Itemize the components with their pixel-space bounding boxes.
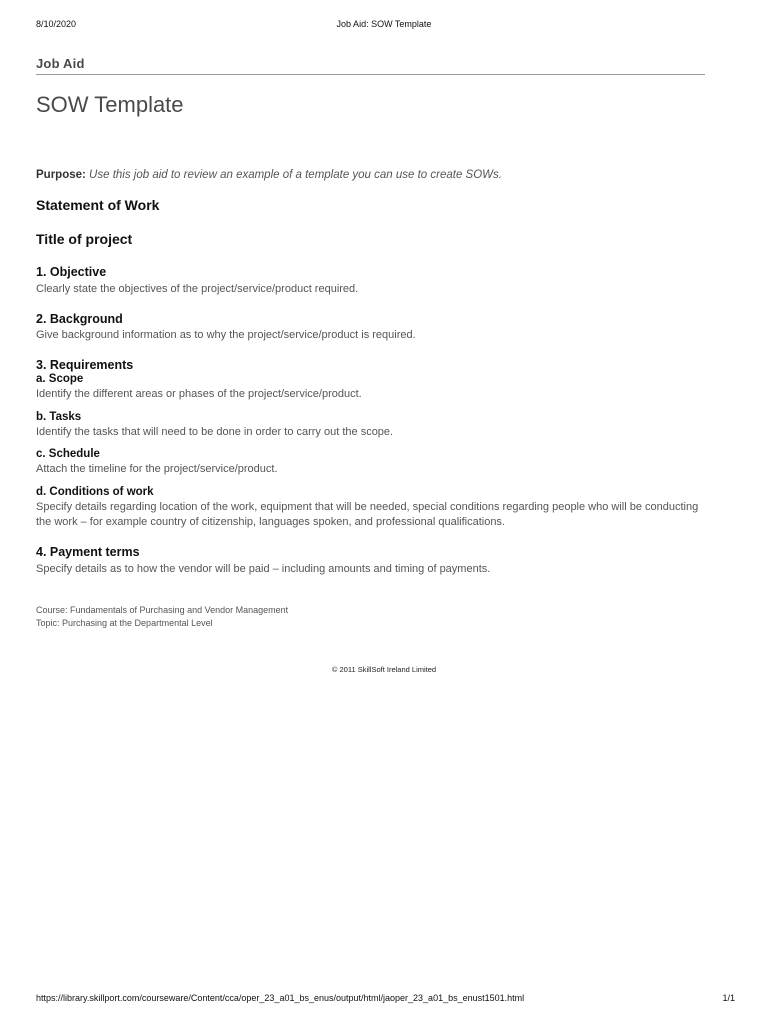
objective-heading: 1. Objective: [36, 265, 107, 279]
title-of-project-heading: Title of project: [36, 231, 133, 247]
statement-of-work-heading: Statement of Work: [36, 197, 160, 213]
objective-text: Clearly state the objectives of the project/service/product required.: [36, 283, 359, 295]
tasks-text: Identify the tasks that will need to be done in order to carry out the scope.: [36, 426, 394, 438]
scope-text: Identify the different areas or phases of the project/service/product.: [36, 388, 362, 400]
copyright: © 2011 SkillSoft Ireland Limited: [331, 665, 437, 674]
print-footer-page-number: 1/1: [722, 993, 735, 1003]
payment-heading: 4. Payment terms: [36, 545, 140, 559]
page-title: SOW Template: [36, 92, 184, 117]
background-text: Give background information as to why the project/service/product is required.: [36, 329, 416, 341]
schedule-heading: c. Schedule: [36, 448, 100, 460]
purpose-text: Use this job aid to review an example of a template you can use to create SOWs.: [89, 169, 502, 181]
purpose-line: [36, 169, 502, 181]
background-heading: 2. Background: [36, 312, 123, 326]
purpose-label: Purpose:: [36, 169, 86, 181]
course-info: Course: Fundamentals of Purchasing and Vendor Management: [36, 605, 289, 615]
doc-label: Job Aid: [36, 56, 85, 71]
schedule-text: Attach the timeline for the project/service/product.: [36, 463, 278, 475]
conditions-heading: d. Conditions of work: [36, 486, 154, 498]
print-footer-url: https://library.skillport.com/courseware/Content/cca/oper_23_a01_bs_enus/output/html/jaoper_23_a01_bs_enust1501.html: [36, 993, 525, 1003]
conditions-text: Specify details regarding location of the work, equipment that will be needed, special conditions regarding people who will be conducting the work – for example country of citizenship, languages spoken, and professional qualifications.: [36, 501, 699, 528]
scope-heading: a. Scope: [36, 373, 84, 385]
payment-text: Specify details as to how the vendor will be paid – including amounts and timing of payments.: [36, 563, 491, 575]
requirements-heading: 3. Requirements: [36, 358, 134, 372]
topic-info: Topic: Purchasing at the Departmental Level: [36, 618, 213, 628]
header-divider: [36, 74, 705, 75]
print-header-date: 8/10/2020: [36, 19, 77, 29]
print-header-title: Job Aid: SOW Template: [336, 19, 432, 29]
tasks-heading: b. Tasks: [36, 411, 82, 423]
